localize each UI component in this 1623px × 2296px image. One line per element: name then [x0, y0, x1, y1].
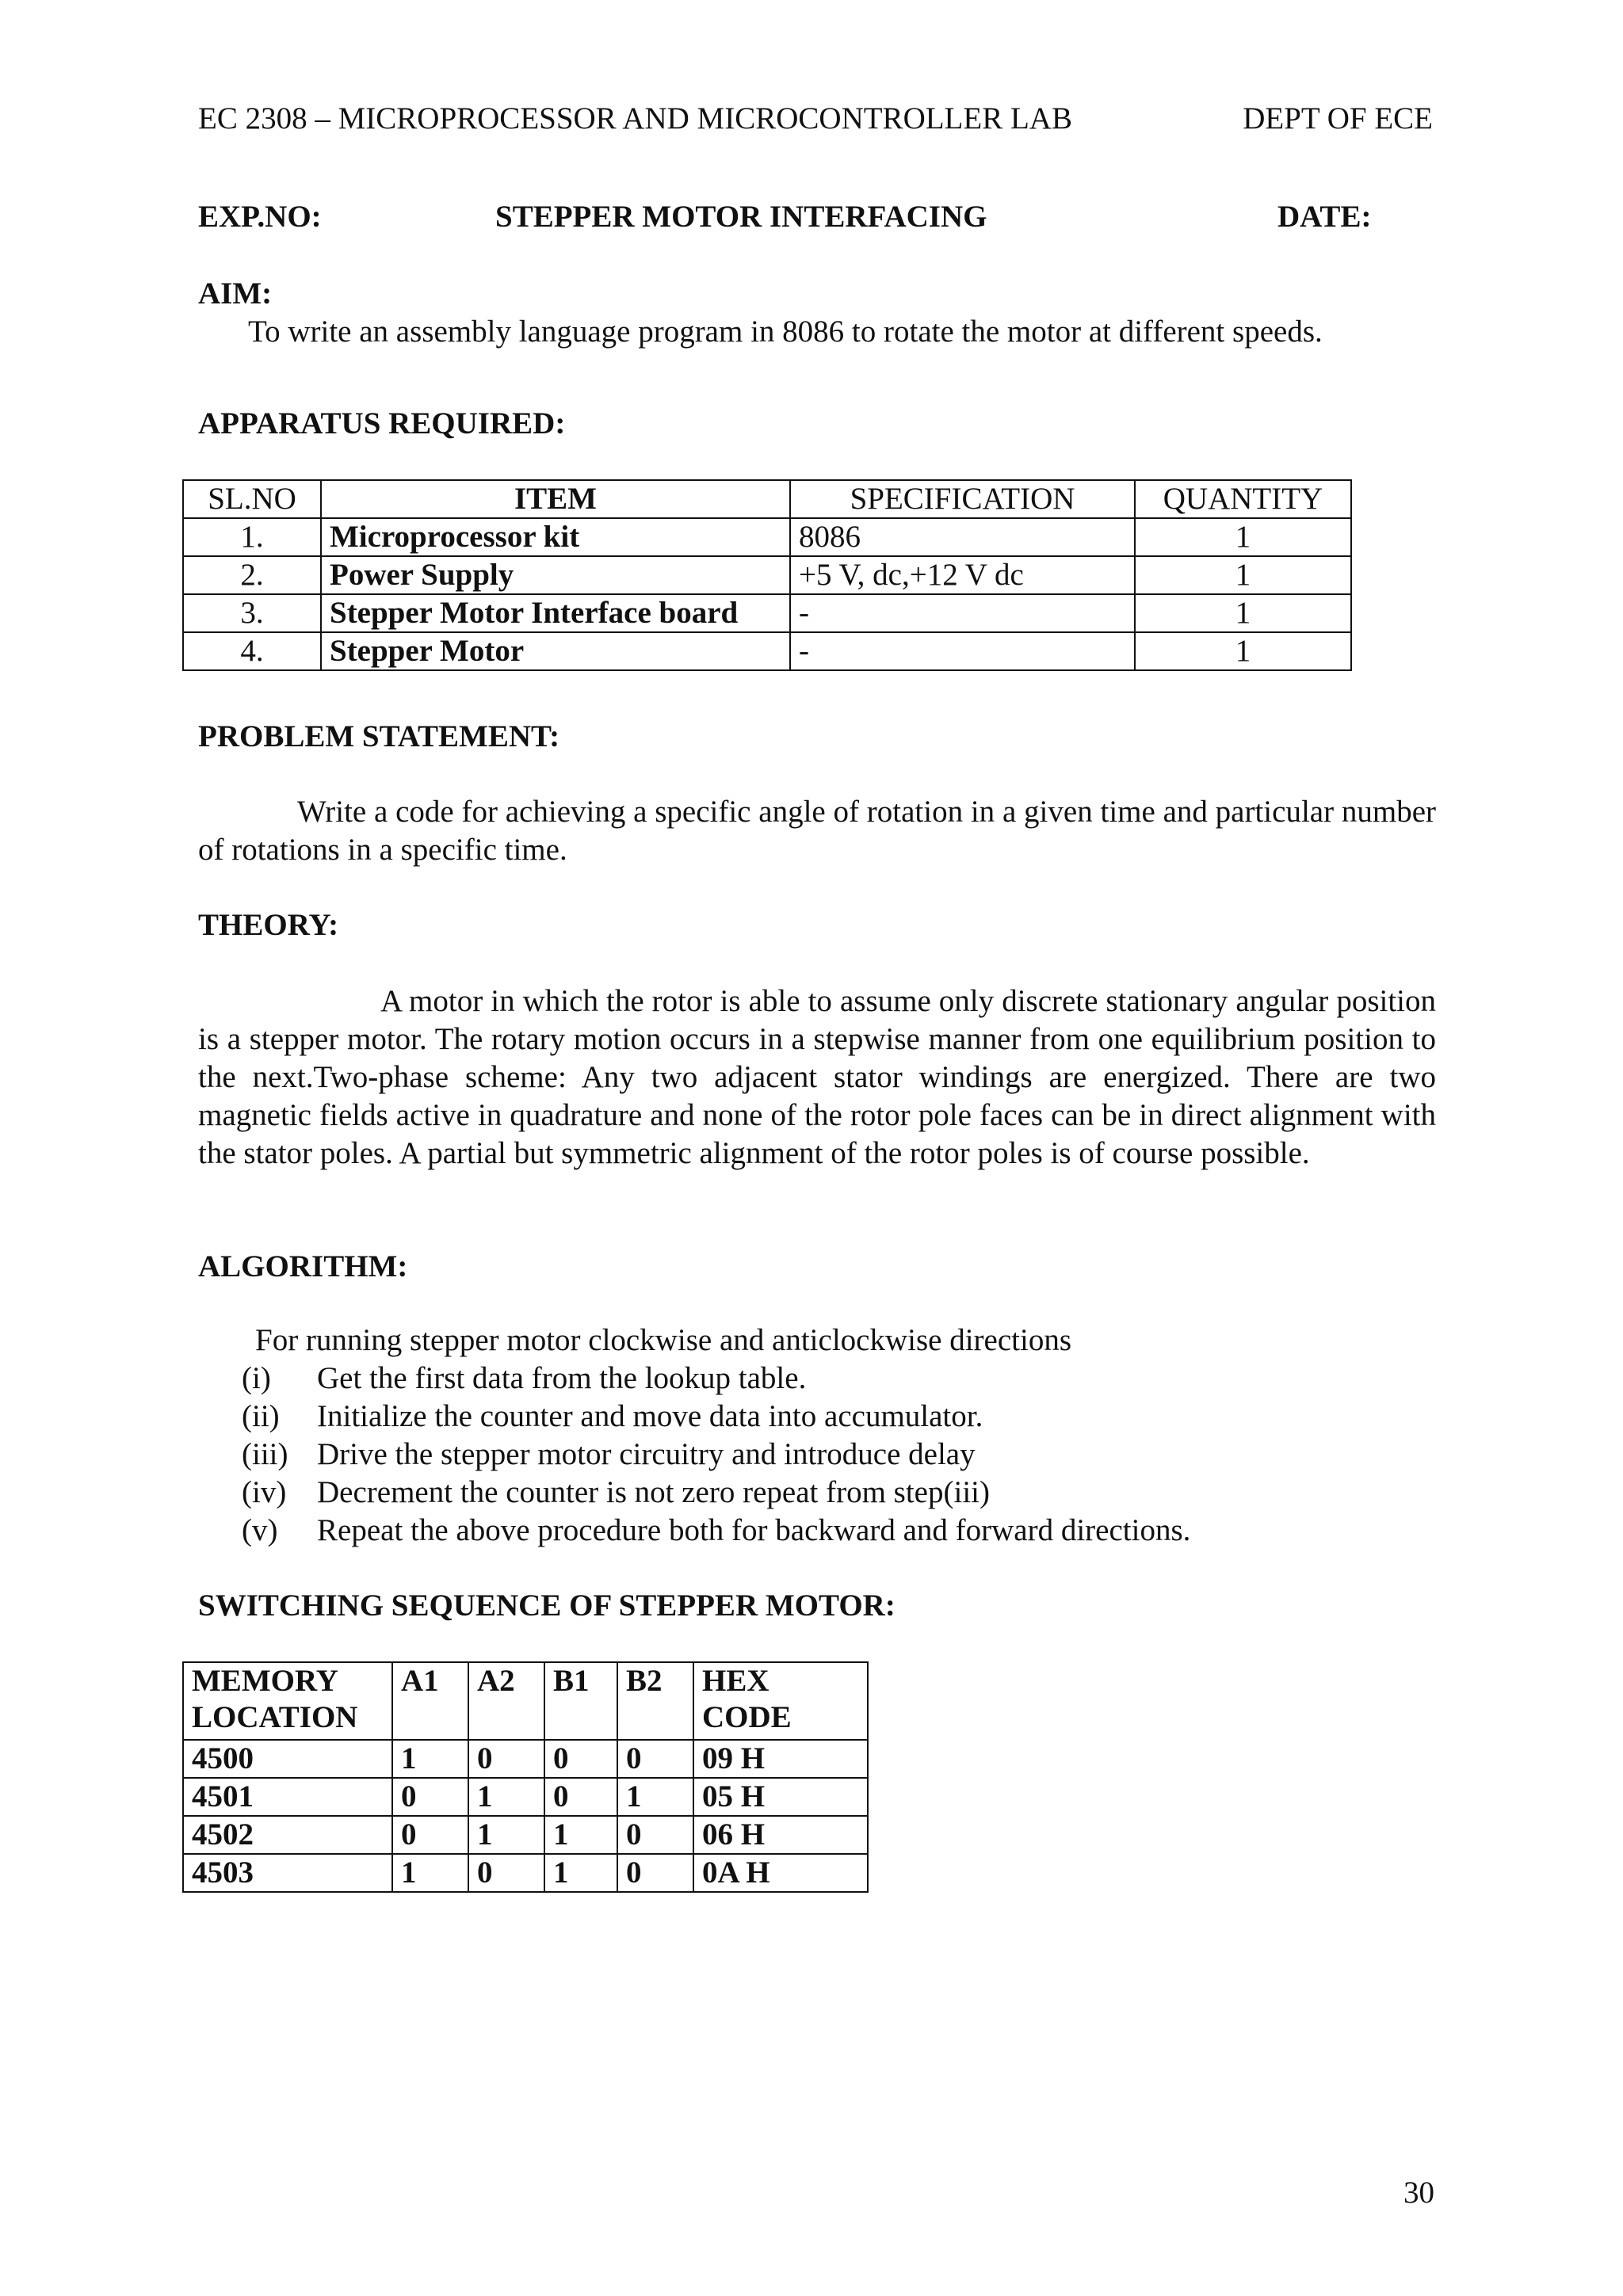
header-course: EC 2308 – MICROPROCESSOR AND MICROCONTROLLER LAB [198, 101, 1072, 135]
col-header-b2: B2 [617, 1662, 693, 1740]
cell-quantity: 1 [1135, 556, 1351, 594]
table-row [183, 518, 1351, 556]
cell-quantity: 1 [1135, 518, 1351, 556]
cell-hex-code: 05 H [693, 1778, 868, 1816]
cell-hex-code: 0A H [693, 1854, 868, 1892]
experiment-title-row [198, 198, 1387, 236]
exp-no-label: EXP.NO: [198, 200, 322, 234]
cell-quantity: 1 [1135, 594, 1351, 632]
list-item [242, 1474, 1190, 1512]
list-item [242, 1512, 1190, 1550]
cell-b2: 0 [617, 1740, 693, 1778]
cell-item: Stepper Motor [321, 632, 790, 670]
aim-text: To write an assembly language program in 8086 to rotate the motor at different speeds. [248, 315, 1323, 349]
step-text: Initialize the counter and move data into accumulator. [317, 1399, 983, 1433]
step-text: Decrement the counter is not zero repeat from step(iii) [317, 1475, 990, 1509]
apparatus-table [182, 479, 1352, 671]
step-text: Drive the stepper motor circuitry and introduce delay [317, 1437, 976, 1471]
cell-slno: 4. [183, 632, 321, 670]
cell-memory-location: 4502 [183, 1816, 392, 1854]
cell-item: Stepper Motor Interface board [321, 594, 790, 632]
col-header-specification: SPECIFICATION [790, 480, 1135, 518]
cell-b2: 0 [617, 1816, 693, 1854]
cell-a1: 1 [392, 1740, 468, 1778]
cell-memory-location: 4500 [183, 1740, 392, 1778]
cell-memory-location: 4501 [183, 1778, 392, 1816]
cell-a2: 1 [468, 1816, 544, 1854]
cell-b1: 0 [544, 1778, 617, 1816]
problem-heading: PROBLEM STATEMENT: [198, 719, 560, 753]
step-number: (iii) [242, 1437, 288, 1471]
switching-sequence-table [182, 1661, 869, 1893]
cell-memory-location: 4503 [183, 1854, 392, 1892]
table-header-row [183, 480, 1351, 518]
cell-slno: 2. [183, 556, 321, 594]
step-number: (v) [242, 1513, 278, 1547]
cell-b1: 1 [544, 1854, 617, 1892]
cell-item: Power Supply [321, 556, 790, 594]
aim-heading: AIM: [198, 277, 273, 311]
algorithm-intro: For running stepper motor clockwise and anticlockwise directions [255, 1323, 1071, 1357]
cell-specification: +5 V, dc,+12 V dc [790, 556, 1135, 594]
date-label: DATE: [1277, 200, 1372, 234]
algorithm-steps [242, 1360, 1190, 1550]
cell-item: Microprocessor kit [321, 518, 790, 556]
table-row [183, 632, 1351, 670]
cell-quantity: 1 [1135, 632, 1351, 670]
cell-specification: 8086 [790, 518, 1135, 556]
cell-a2: 0 [468, 1854, 544, 1892]
col-header-item: ITEM [321, 480, 790, 518]
cell-b2: 1 [617, 1778, 693, 1816]
cell-slno: 1. [183, 518, 321, 556]
cell-a1: 1 [392, 1854, 468, 1892]
cell-a1: 0 [392, 1816, 468, 1854]
step-number: (i) [242, 1361, 271, 1395]
cell-b1: 1 [544, 1816, 617, 1854]
theory-heading: THEORY: [198, 908, 339, 942]
col-header-quantity: QUANTITY [1135, 480, 1351, 518]
header-dept: DEPT OF ECE [1243, 101, 1433, 135]
list-item [242, 1436, 1190, 1474]
apparatus-heading: APPARATUS REQUIRED: [198, 406, 566, 441]
col-header-memory-location: MEMORY LOCATION [183, 1662, 392, 1740]
list-item [242, 1398, 1190, 1436]
table-row [183, 1740, 868, 1778]
table-row [183, 1778, 868, 1816]
cell-b2: 0 [617, 1854, 693, 1892]
table-header-row [183, 1662, 868, 1740]
table-row [183, 556, 1351, 594]
col-header-hex-code: HEX CODE [693, 1662, 868, 1740]
col-header-a2: A2 [468, 1662, 544, 1740]
cell-hex-code: 09 H [693, 1740, 868, 1778]
step-number: (iv) [242, 1475, 287, 1509]
experiment-title: STEPPER MOTOR INTERFACING [495, 200, 987, 234]
cell-a1: 0 [392, 1778, 468, 1816]
table-row [183, 1816, 868, 1854]
col-header-slno: SL.NO [183, 480, 321, 518]
page-number: 30 [1403, 2176, 1434, 2210]
step-number: (ii) [242, 1399, 280, 1433]
cell-hex-code: 06 H [693, 1816, 868, 1854]
col-header-b1: B1 [544, 1662, 617, 1740]
cell-specification: - [790, 594, 1135, 632]
algorithm-heading: ALGORITHM: [198, 1249, 408, 1283]
table-row [183, 1854, 868, 1892]
step-text: Get the first data from the lookup table. [317, 1361, 807, 1395]
theory-text: A motor in which the rotor is able to assume only discrete stationary angular position is a stepper motor. The rotary motion occurs in a stepwise manner from one equilibrium position to the next.Two-phase scheme: Any two adjacent stator windings are energized. There are two magnetic fields active in quadrature and none of the rotor pole faces can be in direct alignment with the stator poles. A partial but symmetric alignment of the rotor poles is of course possible. [198, 984, 1436, 1170]
cell-a2: 1 [468, 1778, 544, 1816]
cell-b1: 0 [544, 1740, 617, 1778]
table-row [183, 594, 1351, 632]
problem-text: Write a code for achieving a specific angle of rotation in a given time and particular number of rotations in a specific time. [198, 795, 1436, 867]
cell-a2: 0 [468, 1740, 544, 1778]
switching-heading: SWITCHING SEQUENCE OF STEPPER MOTOR: [198, 1589, 896, 1623]
list-item [242, 1360, 1190, 1398]
cell-specification: - [790, 632, 1135, 670]
cell-slno: 3. [183, 594, 321, 632]
col-header-a1: A1 [392, 1662, 468, 1740]
step-text: Repeat the above procedure both for backward and forward directions. [317, 1513, 1191, 1547]
